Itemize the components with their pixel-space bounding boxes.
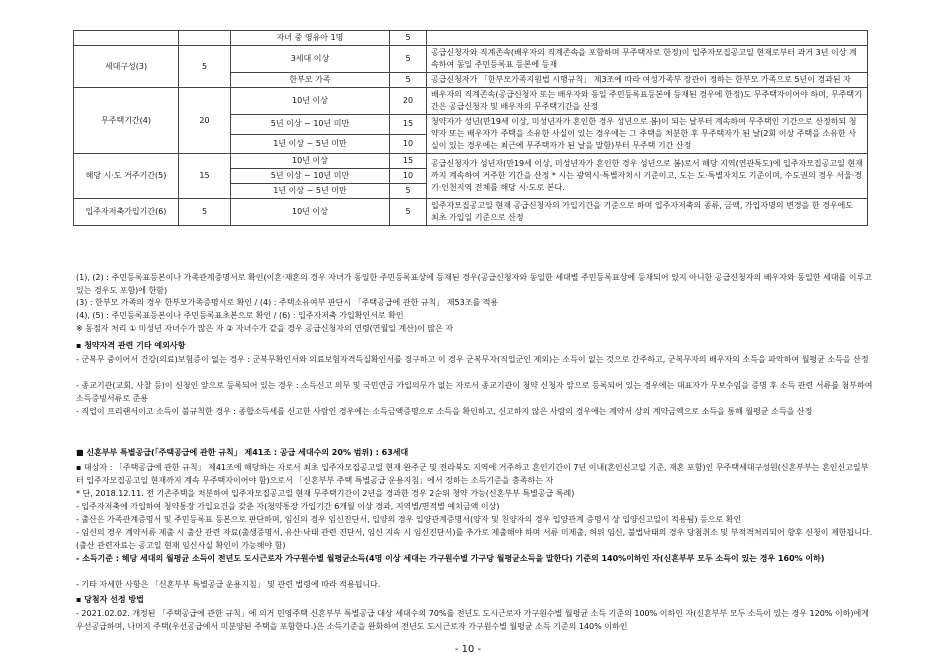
table-row: 5년 이상 ~ 10년 미만 10 [74,169,868,184]
table-row: 세대구성(3) 5 3세대 이상 5 공급신청자와 직계존속(배우자의 직계존속을 포함하며 무주택자로 한정)이 입주자모집공고일 현재로부터 과거 3년 이상 계속하여 동일 주민등록표 등본에 등재 [74,46,868,73]
note-5: - 군복무 중이어서 건강(의료)보험증이 없는 경우 : 군복무확인서와 의료보험자격득실확인서를 징구하고 이 경우 군복무자(직업군인 제외)는 소득이 없는 것으로 간주하고, 군복무자의 배우자의 소득을 파악하여 월평균 소득을 산정 [76,355,869,364]
table-row: 무주택기간(4) 20 10년 이상 20 배우자의 직계존속(공급신청자 또는 배우자와 동일 주민등록표등본에 등재된 경우에 한정)도 무주택자이어야 하며, 무주택기간은 공급신청자 및 배우자의 무주택기간을 산정 [74,88,868,115]
table-row: 5년 이상 ~ 10년 미만 15 청약자가 성년(만19세 이상, 미성년자가 혼인한 경우 성년으로 봄)이 되는 날부터 계속하여 무주택인 기간으로 산정하되 청약자 또는 배우자가 주택을 소유한 사실이 있는 경우에는 그 주택을 처분한 후 무주택자가 된 날(2회 이상 주택을 소유한 사실이 있는 경우에는 최근에 무주택자가 된 날을 말함)부터 무주택 기간 산정 [74,115,868,135]
note-2: (3) : 한부모 가족의 경우 한부모가족증명서로 확인 / (4) : 주택소유여부 판단시 「주택공급에 관한 규칙」 제53조를 적용 [76,298,499,307]
note-14: - 기타 자세한 사항은 「신혼부부 특별공급 운용지침」 및 관련 법령에 따라 적용됩니다. [76,580,381,589]
table-row: 해당 시·도 거주기간(5) 15 10년 이상 15 공급신청자가 성년자(만19세 이상, 미성년자가 혼인한 경우 성년으로 봄)로서 해당 지역(연관특도)에 입주자모집공고일 현재까지 계속하여 거주한 기간을 산정 * 시는 광역시·특별자치시 기준이고, 도는 도·특별자치도 기준이며, 수도권의 경우 서울·경기·인천지역 전체를 해당 시·도로 본다. [74,154,868,169]
section-heading: ■ 신혼부부 특별공급(「주택공급에 관한 규칙」 제41조 : 공급 세대수의 20% 범위) : 63세대 [76,448,409,457]
note-10: - 입주자저축에 가입하여 청약통장 가입요건을 갖춘 자(청약통장 가입기간 6개월 이상 경과, 지역별/면적별 예치금액 이상) [76,502,500,511]
note-12: - 임신의 경우 계약서류 제출 시 출산 관련 자료(출생증명서, 유산·낙태 관련 진단서, 임신 지속 시 임신진단서)를 추가로 제출해야 하며 서류 미제출, 허위 임신, 불법낙태의 경우 당첨취소 및 부적격처리되어 향후 신청이 제한됩니다. (출산 관련자료는 공고일 현재 임신사실 확인이 가능해야 함) [76,528,873,550]
section-heading: ▪ 청약자격 관련 기타 예외사항 [76,341,186,350]
section-heading: ▪ 당첨자 선정 방법 [76,595,144,604]
note-13: - 소득기준 : 해당 세대의 월평균 소득이 전년도 도시근로자 가구원수별 월평균소득(4명 이상 세대는 가구원수별 가구당 월평균소득을 말한다) 기준의 140%이하인 자(신혼부부 모두 소득이 있는 경우 160% 이하) [76,554,825,563]
note-3: (4), (5) : 주민등록표등본이나 주민등록표초본으로 확인 / (6) : 입주자저축 가입확인서로 확인 [76,311,404,320]
note-9: * 단, 2018.12.11. 전 기존주택을 처분하여 입주자모집공고일 현재 무주택기간이 2년을 경과한 경우 2순위 청약 가능(신혼부부 특별공급 특례) [76,489,575,498]
note-15: - 2021.02.02. 개정된 「주택공급에 관한 규칙」에 의거 민영주택 신혼부부 특별공급 대상 세대수의 70%를 전년도 도시근로자 가구원수별 월평균 소득 기준의 100% 이하인 자(신혼부부 모두 소득이 있는 경우 120% 이하)에게 우선공급하며, 나머지 주택(우선공급에서 미분양된 주택을 포함한다.)은 소득기준을 완화하여 전년도 도시근로자 가구원수별 월평균 소득 기준의 140% 이하인 [76,609,869,631]
note-7: - 직업이 프리랜서이고 소득이 불규칙한 경우 : 종합소득세를 신고한 사람인 경우에는 소득금액증명으로 소득을 확인하고, 신고하지 않은 사람의 경우에는 계약서 상의 계약금액으로 소득을 통해 월평균 소득을 산정 [76,407,813,416]
table-row: 자녀 중 영유아 1명 5 [74,31,868,46]
table-row: 한부모 가족 5 공급신청자가 「한부모가족지원법 시행규칙」 제3조에 따라 여성가족부 장관이 정하는 한부모 가족으로 5년이 경과된 자 [74,73,868,88]
note-6: - 종교기관(교회, 사찰 등)이 신청인 앞으로 등록되어 있는 경우 : 소득신고 의무 및 국민연금 가입의무가 없는 자로서 종교기관이 청약 신청자 앞으로 등록되어 있는 경우에는 대표자가 무보수임을 증명 후 소득 관련 서류를 첨부하여 소득증빙서류로 준용 [76,381,873,403]
table-row: 1년 이상 ~ 5년 미만 5 [74,184,868,199]
page-number: - 10 - [454,644,482,655]
table-row: 1년 이상 ~ 5년 미만 10 [74,134,868,154]
note-11: - 출산은 가족관계증명서 및 주민등록표 등본으로 판단하며, 임신의 경우 임신진단서, 입양의 경우 입양관계증명서(양자 및 친양자의 경우 입양관계 증명서 상 입양신고일이 적용됨) 등으로 확인 [76,515,742,524]
table-row: 입주자저축가입기간(6) 5 10년 이상 5 입주자모집공고일 현재 공급신청자의 가입기간을 기준으로 하며 입주자저축의 종류, 금액, 가입자명의 변경을 한 경우에도 최초 가입일 기준으로 산정 [74,199,868,226]
note-1: (1), (2) : 주민등록표등본이나 가족관계증명서로 확인(이혼·재혼의 경우 자녀가 동일한 주민등록표상에 등재된 경우(공급신청자와 동일한 세대별 주민등록표상에 등재되어 있지 아니한 공급신청자의 배우자와 동일한 세대를 이루고 있는 경우도 포함)에 한함) [76,273,872,295]
score-table [73,30,868,226]
note-8: ▪ 대상자 : 「주택공급에 관한 규칙」 제41조에 해당하는 자로서 최초 입주자모집공고일 현재 완주군 및 전라북도 지역에 거주하고 혼인기간이 7년 이내(혼인신고일 기준, 재혼 포함)인 무주택세대구성원(신혼부부는 혼인신고일부터 입주자모집공고일 현재까지 계속 무주택자이어야 함)으로서 「신혼부부 주택 특별공급 운용지침」에서 정하는 소득기준을 충족하는 자 [76,463,869,485]
note-4: ※ 동점자 처리 ① 미성년 자녀수가 많은 자 ② 자녀수가 같을 경우 공급신청자의 연령(연월일 계산)이 많은 자 [76,324,454,333]
